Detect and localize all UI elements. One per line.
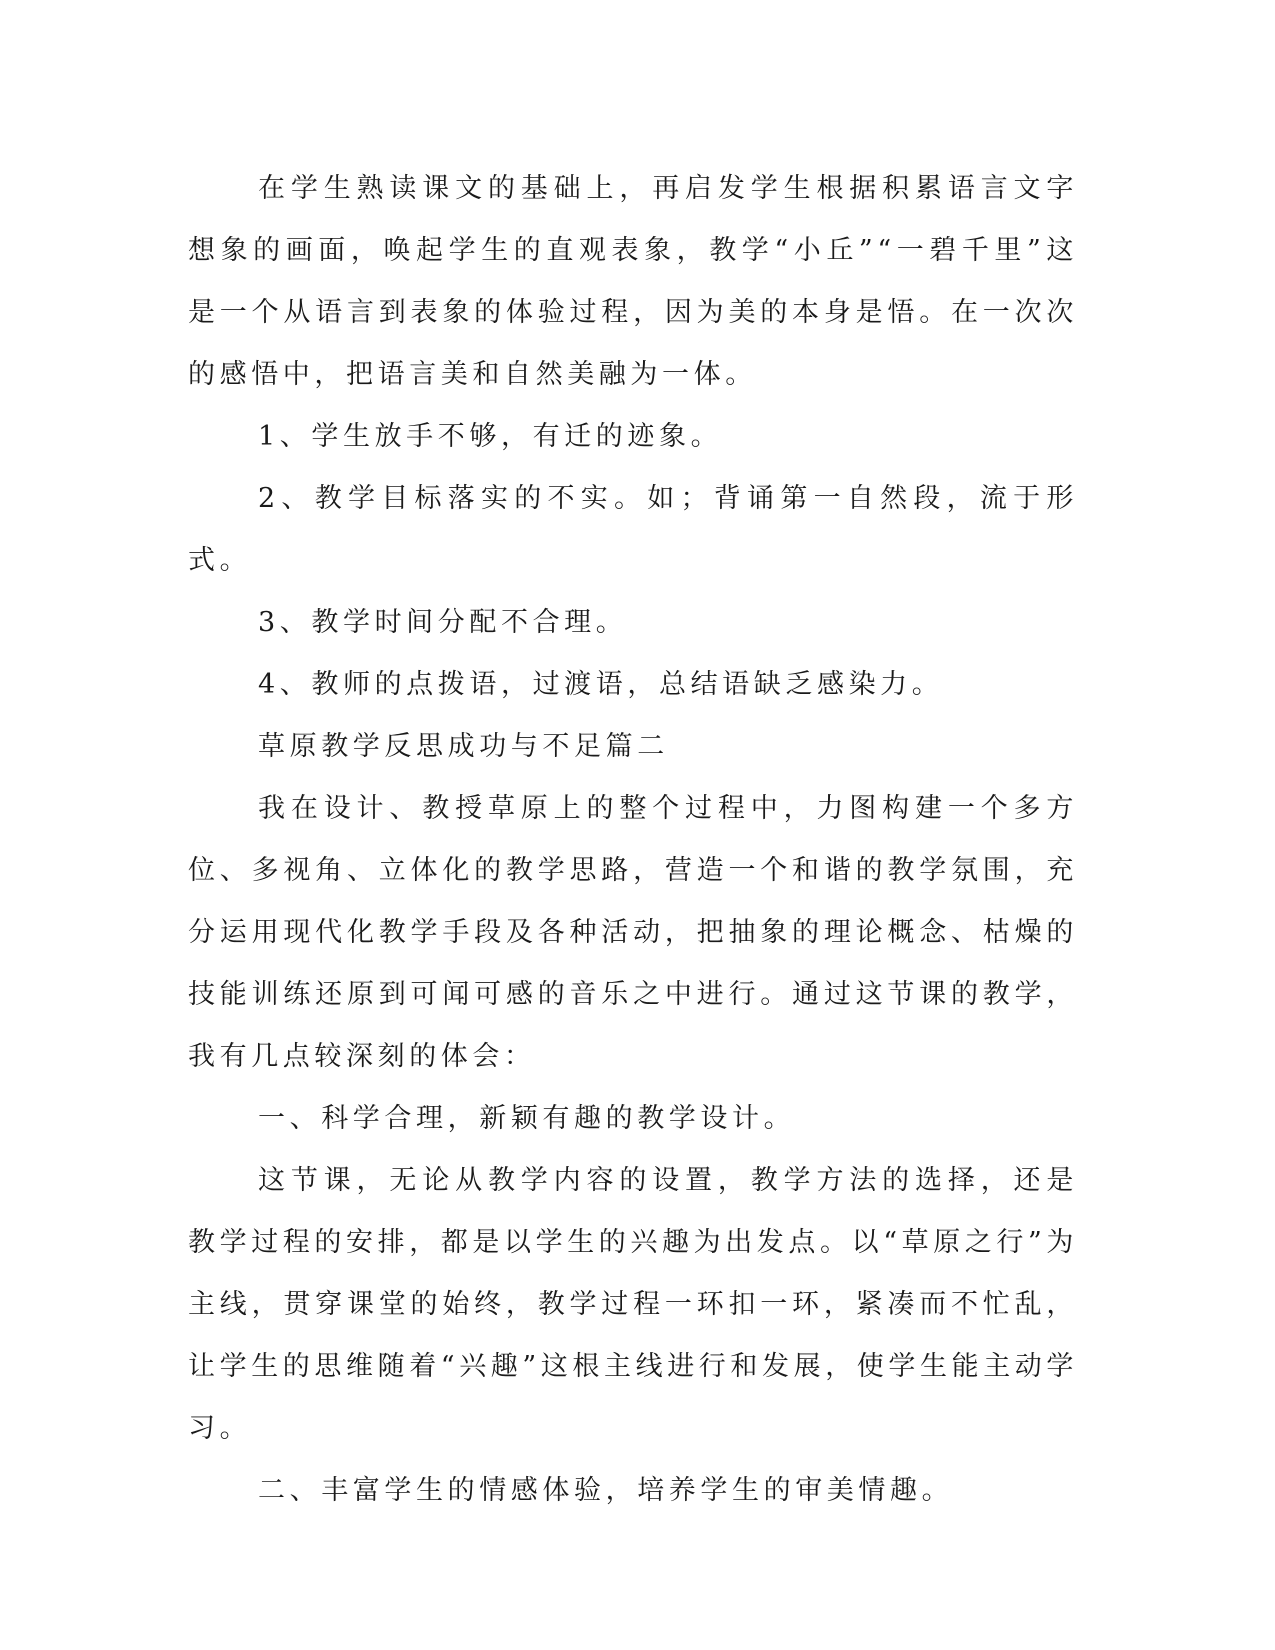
- paragraph-lesson-design: 这节课，无论从教学内容的设置，教学方法的选择，还是教学过程的安排，都是以学生的兴趣为出发点。以“草原之行”为主线，贯穿课堂的始终，教学过程一环扣一环，紧凑而不忙乱，让学生的思维随着“兴趣”这根主线进行和发展，使学生能主动学习。: [188, 1165, 1079, 1444]
- list-item-1: 1、学生放手不够，有迁的迹象。: [258, 421, 723, 452]
- list-item-4: 4、教师的点拨语，过渡语，总结语缺乏感染力。: [258, 669, 944, 700]
- paragraph-design-process: 我在设计、教授草原上的整个过程中，力图构建一个多方位、多视角、立体化的教学思路，营造一个和谐的教学氛围，充分运用现代化教学手段及各种活动，把抽象的理论概念、枯燥的技能训练还原到可闻可感的音乐之中进行。通过这节课的教学，我有几点较深刻的体会：: [188, 793, 1078, 1072]
- list-item-3: 3、教学时间分配不合理。: [258, 607, 628, 638]
- point-heading-2: 二、丰富学生的情感体验，培养学生的审美情趣。: [258, 1475, 954, 1506]
- section-heading: 草原教学反思成功与不足篇二: [258, 731, 669, 762]
- point-heading-1: 一、科学合理，新颖有趣的教学设计。: [258, 1103, 796, 1134]
- list-item-2: 2、教学目标落实的不实。如；背诵第一自然段，流于形式。: [188, 483, 1078, 576]
- document-body: [188, 158, 1078, 1522]
- paragraph-intro: 在学生熟读课文的基础上，再启发学生根据积累语言文字想象的画面，唤起学生的直观表象，教学“小丘”“一碧千里”这是一个从语言到表象的体验过程，因为美的本身是悟。在一次次的感悟中，把语言美和自然美融为一体。: [188, 173, 1078, 390]
